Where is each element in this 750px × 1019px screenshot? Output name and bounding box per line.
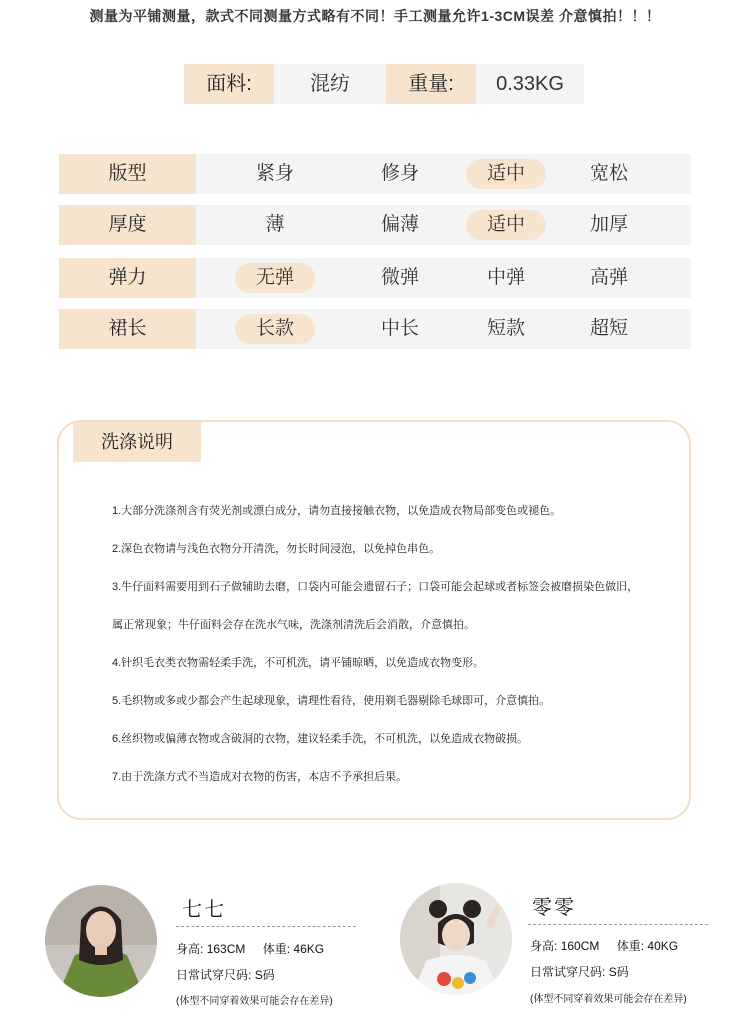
attr-option: 紧身 [255, 163, 294, 184]
fabric-value: 混纺 [274, 64, 386, 104]
model-size [176, 966, 275, 983]
attr-row-length [59, 309, 691, 349]
attr-option: 宽松 [589, 163, 628, 184]
attr-option: 微弹 [380, 267, 419, 288]
washing-line: 属正常现象；牛仔面料会存在洗水气味，洗涤剂清洗后会消散，介意慎拍。 [112, 619, 475, 631]
model-note: (体型不同穿着效果可能会存在差异) [176, 996, 333, 1007]
attr-option: 加厚 [589, 214, 628, 235]
washing-title: 洗涤说明 [73, 422, 201, 462]
model-stats [176, 940, 324, 957]
height-value: 160CM [560, 939, 600, 953]
weight-label: 体重: [616, 939, 645, 953]
attr-row-elasticity [59, 258, 691, 298]
attr-option: 高弹 [589, 267, 628, 288]
measurement-notice: 测量为平铺测量，款式不同测量方式略有不同！手工测量允许1-3CM误差 介意慎拍！！！ [89, 8, 661, 24]
attr-option: 偏薄 [380, 214, 419, 235]
weight-label: 体重: [262, 942, 291, 956]
attr-option: 中弹 [486, 267, 525, 288]
model-size [530, 963, 629, 980]
attr-option: 中长 [380, 318, 419, 339]
washing-line: 7.由于洗涤方式不当造成对衣物的伤害，本店不予承担后果。 [112, 771, 408, 783]
material-row [184, 64, 584, 104]
attr-option: 适中 [466, 210, 546, 240]
model-note: (体型不同穿着效果可能会存在差异) [530, 994, 687, 1005]
model-avatar [400, 883, 512, 995]
model-name: 七七 [182, 899, 226, 921]
attr-label: 弹力 [59, 258, 196, 298]
attr-options [196, 309, 691, 349]
fabric-label: 面料: [184, 64, 274, 104]
model-avatar [45, 885, 157, 997]
model-stats [530, 937, 678, 954]
size-label: 日常试穿尺码: [530, 965, 606, 979]
model-photo-icon [45, 885, 157, 997]
height-label: 身高: [530, 939, 558, 953]
attr-option: 超短 [589, 318, 628, 339]
weight-value: 0.33KG [476, 64, 584, 104]
model-divider [176, 926, 356, 927]
washing-line: 4.针织毛衣类衣物需轻柔手洗，不可机洗，请平铺晾晒，以免造成衣物变形。 [112, 657, 485, 669]
weight-value: 40KG [647, 939, 679, 953]
washing-line: 5.毛织物或多或少都会产生起球现象，请理性看待，使用剃毛器剔除毛球即可，介意慎拍。 [112, 695, 551, 707]
attr-option: 修身 [380, 163, 419, 184]
height-value: 163CM [206, 942, 246, 956]
size-label: 日常试穿尺码: [176, 968, 252, 982]
washing-line: 1.大部分洗涤剂含有荧光剂或漂白成分，请勿直接接触衣物，以免造成衣物局部变色或褪色。 [112, 505, 562, 517]
size-value: S码 [608, 965, 629, 979]
weight-value: 46KG [293, 942, 325, 956]
attr-options [196, 154, 691, 194]
attr-option: 无弹 [235, 263, 315, 293]
weight-label: 重量: [386, 64, 476, 104]
washing-instructions [57, 420, 691, 820]
model-divider [528, 924, 708, 925]
attr-label: 裙长 [59, 309, 196, 349]
attr-label: 版型 [59, 154, 196, 194]
attr-row-fit [59, 154, 691, 194]
attr-row-thickness [59, 205, 691, 245]
size-value: S码 [254, 968, 275, 982]
washing-line: 6.丝织物或偏薄衣物或含破洞的衣物，建议轻柔手洗，不可机洗，以免造成衣物破损。 [112, 733, 529, 745]
model-name: 零零 [532, 897, 576, 919]
attr-option: 短款 [486, 318, 525, 339]
model-photo-icon [400, 883, 512, 995]
height-label: 身高: [176, 942, 204, 956]
attr-option: 长款 [235, 314, 315, 344]
washing-line: 2.深色衣物请与浅色衣物分开清洗，勿长时间浸泡，以免掉色串色。 [112, 543, 441, 555]
washing-line: 3.牛仔面料需要用到石子做辅助去磨，口袋内可能会遗留石子；口袋可能会起球或者标签会被磨损染色做旧， [112, 581, 639, 593]
attr-option: 薄 [265, 214, 285, 235]
attr-label: 厚度 [59, 205, 196, 245]
attr-options [196, 205, 691, 245]
attr-options [196, 258, 691, 298]
attr-option: 适中 [466, 159, 546, 189]
